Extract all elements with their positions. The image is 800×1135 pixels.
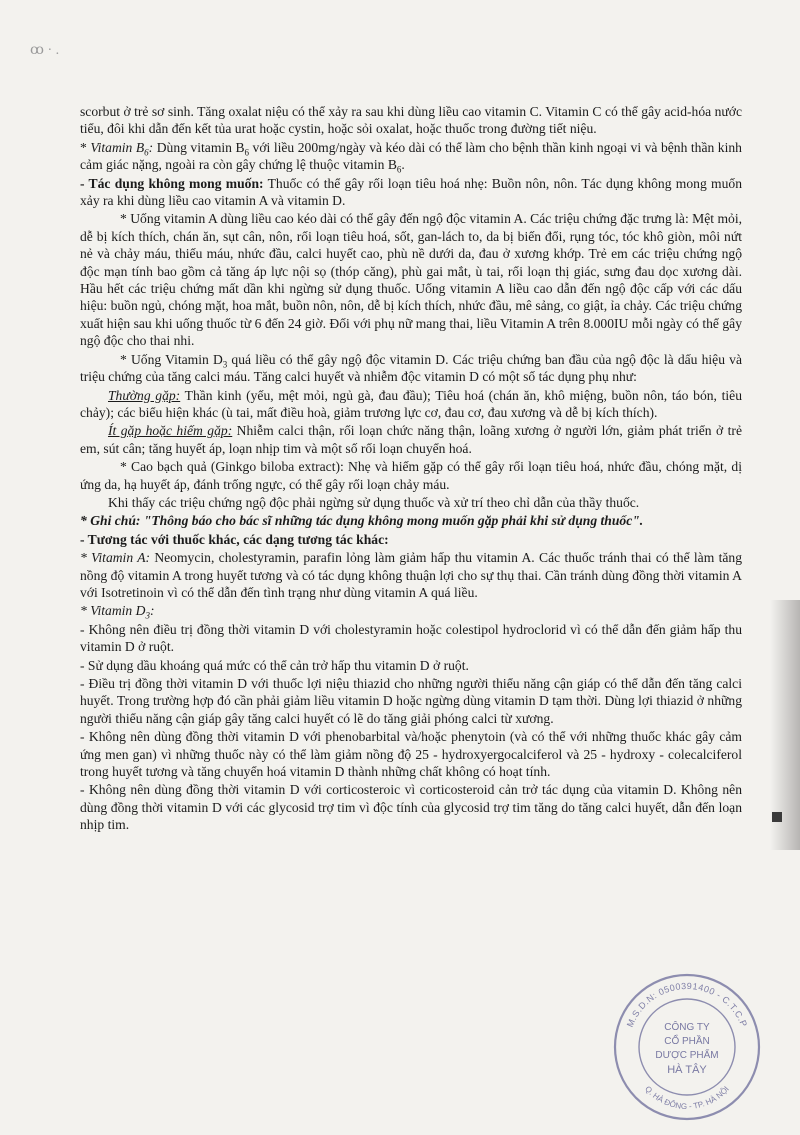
page-edge-mark: [772, 812, 782, 822]
text: quá liều có thể gây ngộ độc vitamin D. Các triệu chứng ban đầu của ngộ độc là dấu hiệu và triệu chứng của tăng calci máu. Tăng calci huyết và nhiễm độc vitamin D có một số tác dụng phụ như:: [80, 351, 742, 385]
seal-ring-text: M.S.D.N: 0500391400 - C.T.C.P: [624, 980, 750, 1029]
paragraph-vitamin-c: scorbut ở trẻ sơ sinh. Tăng oxalat niệu có thể xảy ra sau khi dùng liều cao vitamin C. Vitamin C có thể gây acid-hóa nước tiểu, đôi khi dẫn đến kết tủa urat hoặc cystin, hoặc sỏi oxalat, hoặc thuốc trong đường tiết niệu.: [80, 104, 742, 137]
paragraph-d-phenobarbital: - Không nên dùng đồng thời vitamin D với phenobarbital và/hoặc phenytoin (và có thể với những thuốc khác gây cảm ứng men gan) vì những thuốc này có thể làm giảm nồng độ 25 - hydroxyergocalciferol và 25 - hydroxy - colecalciferol trong huyết tương và tăng chuyển hoá vitamin D thành những chất không có hoạt tính.: [80, 729, 742, 780]
text: Neomycin, cholestyramin, parafin lỏng làm giảm hấp thu vitamin A. Các thuốc tránh thai có thể làm tăng nồng độ vitamin A trong huyết tương và có tác dụng không thuận lợi cho sự thụ thai. Cần tránh dùng đồng thời vitamin A với Isotretinoin vì có thể dẫn đến tình trạng như dùng vitamin A quá liều.: [80, 550, 742, 600]
seal-line-2: CỔ PHẦN: [664, 1036, 710, 1047]
text: Thần kinh (yếu, mệt mỏi, ngủ gà, đau đầu); Tiêu hoá (chán ăn, khô miệng, buồn nôn, táo bón, tiêu chảy); các biểu hiện khác (ù tai, mất điều hoà, giảm trương lực cơ, đau cơ, đau xương và dễ bị kích thích).: [80, 387, 742, 420]
seal-line-3: DƯỢC PHẨM: [655, 1050, 719, 1061]
paragraph-vitamin-a-interactions: [80, 549, 742, 601]
paragraph-d-corticosteroid: - Không nên dùng đồng thời vitamin D với corticosteroic vì corticosteroid cản trở tác dụng của vitamin D. Không nên dùng đồng thời vitamin D với các glycosid trợ tim vì độc tính của glycosid trợ tim tăng do tăng calci huyết, dẫn đến loạn nhịp tim.: [80, 782, 742, 833]
label-common: Thường gặp:: [108, 387, 181, 403]
text: với liều 200mg/ngày và kéo dài có thể làm cho bệnh thần kinh ngoại vi và bệnh thần kinh cảm giác nặng, ngoài ra còn gây chứng lệ thuộc vitamin B: [80, 139, 742, 173]
label-colon: :: [149, 603, 155, 619]
label-colon: :: [148, 139, 154, 155]
section-heading-interactions: - Tương tác với thuốc khác, các dạng tương tác khác:: [80, 531, 389, 547]
svg-text:Q. HÀ ĐÔNG - TP. HÀ NỘI: [643, 1084, 731, 1111]
document-body: [80, 103, 742, 835]
label-subscript: 3: [145, 611, 150, 622]
seal-line-1: CÔNG TY: [664, 1022, 710, 1033]
paragraph-common: [80, 387, 742, 422]
paragraph-d-cholestyramin: - Không nên điều trị đồng thời vitamin D với cholestyramin hoặc colestipol hydroclorid vì có thể dẫn đến giảm hấp thu vitamin D ở ruột.: [80, 621, 742, 655]
paragraph-side-effects: [80, 175, 742, 210]
section-heading-side-effects: - Tác dụng không mong muốn:: [80, 175, 264, 191]
paragraph-vitamin-a-toxicity: * Uống vitamin A dùng liều cao kéo dài có thể gây đến ngộ độc vitamin A. Các triệu chứng đặc trưng là: Mệt mỏi, dễ bị kích thích, chán ăn, sụt cân, nôn, rối loạn tiêu hoá, sốt, gan-lách to, da bị biến đổi, rụng tóc, tóc khô giòn, môi nứt nẻ và chảy máu, thiếu máu, nhức đầu, calci huyết cao, phù nề dưới da, đau ở xương khớp. Trẻ em các triệu chứng ngộ độc mạn tính bao gồm cả tăng áp lực nội sọ (thóp căng), phù gai mắt, ù tai, rối loạn thị giác, sưng đau dọc xương dài. Hầu hết các triệu chứng mất dần khi ngừng sử dụng thuốc. Uống vitamin A liều cao dẫn đến ngộ độc cấp với các dấu hiệu: buồn ngủ, chóng mặt, hoa mắt, buồn nôn, nôn, dễ bị kích thích, nhức đầu, mê sảng, co giật, ỉa chảy. Các triệu chứng xuất hiện sau khi uống thuốc từ 6 đến 24 giờ. Đối với phụ nữ mang thai, liều Vitamin A trên 8.000IU mỗi ngày có thể gây ngộ độc cho thai nhi.: [80, 211, 742, 349]
seal-line-4: HÀ TÂY: [667, 1064, 707, 1076]
paragraph-vitamin-d3-toxicity: [80, 351, 742, 386]
text: .: [401, 157, 405, 173]
subscript: 6: [396, 164, 402, 175]
subscript: 3: [222, 359, 228, 370]
bullet: *: [80, 139, 91, 155]
paragraph-d-thiazid: - Điều trị đồng thời vitamin D với thuốc lợi niệu thiazid cho những người thiểu năng cận giáp có thể dẫn đến tăng calci huyết. Trong trường hợp đó cần phải giảm liều vitamin D hoặc ngừng dùng vitamin D tạm thời. Dùng lợi thiazid ở những người thiểu năng cận giáp gây tăng calci huyết có lẽ do tăng giải phóng calci từ xương.: [80, 676, 742, 726]
subscript: 6: [244, 147, 250, 158]
label-subscript: 6: [144, 147, 149, 158]
paragraph-vitamin-b6: [80, 139, 742, 174]
text: * Uống Vitamin D: [120, 351, 223, 367]
paragraph-d-mineral-oil: - Sử dụng dầu khoáng quá mức có thể cản trở hấp thu vitamin D ở ruột.: [80, 657, 469, 673]
label-text: * Vitamin D: [80, 603, 146, 619]
label-vitamin-d3: [80, 602, 742, 622]
label-rare: Ít gặp hoặc hiếm gặp:: [108, 423, 233, 439]
company-seal: [612, 972, 762, 1122]
scan-mark: ꝏ · .: [30, 43, 60, 58]
label-text: Vitamin B: [90, 139, 145, 155]
text: Nhiễm calci thận, rối loạn chức năng thận, loãng xương ở người lớn, giảm phát triển ở trẻ em, sút cân; tăng huyết áp, loạn nhịp tim và một số rối loạn chuyển hoá.: [80, 423, 742, 456]
paragraph-toxicity-advice: Khi thấy các triệu chứng ngộ độc phải ngừng sử dụng thuốc và xử trí theo chỉ dẫn của thầy thuốc.: [108, 494, 640, 510]
label-vitamin-a: * Vitamin A:: [80, 550, 151, 566]
text: Thuốc có thể gây rối loạn tiêu hoá nhẹ: Buồn nôn, nôn. Tác dụng không mong muốn xảy ra khi dùng liều cao vitamin A và vitamin D.: [80, 175, 742, 209]
text: Dùng vitamin B: [153, 139, 245, 155]
paragraph-rare: [80, 422, 742, 457]
seal-ring-bottom-text: Q. HÀ ĐÔNG - TP. HÀ NỘI: [643, 1084, 731, 1112]
vitamin-b6-label: [90, 139, 154, 158]
paragraph-ginkgo: * Cao bạch quả (Ginkgo biloba extract): Nhẹ và hiếm gặp có thể gây rối loạn tiêu hoá, nhức đầu, chóng mặt, dị ứng da, hạ huyết áp, đánh trống ngực, có thể gây rối loạn chảy máu.: [80, 459, 742, 492]
paragraph-note: * Ghi chú: "Thông báo cho bác sĩ những tác dụng không mong muốn gặp phải khi sử dụng thuốc".: [80, 513, 644, 529]
